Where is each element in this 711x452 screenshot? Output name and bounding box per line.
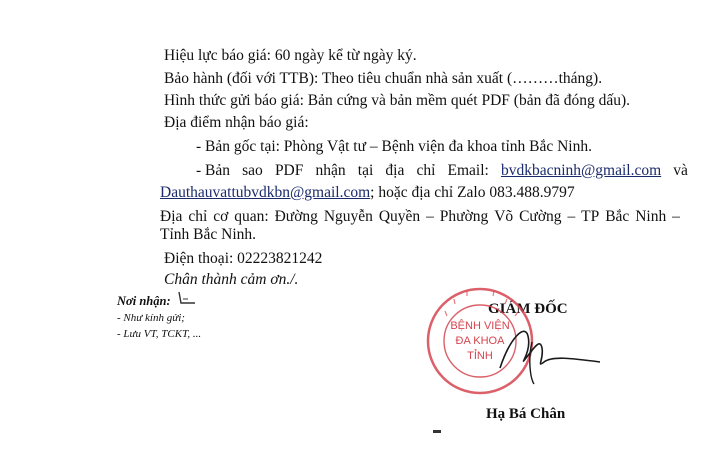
zalo-text: ; hoặc địa chỉ Zalo 083.488.9797 xyxy=(370,184,575,201)
copy-word: - Bản xyxy=(196,162,231,179)
address-word: – xyxy=(672,208,680,225)
address-word: – xyxy=(426,208,434,225)
phone-line: Điện thoại: 02223821242 xyxy=(164,250,323,267)
copy-word: tại xyxy=(357,162,374,179)
director-title: GIÁM ĐỐC xyxy=(488,301,568,317)
address-word: TP xyxy=(581,208,600,225)
address-continuation: Tỉnh Bắc Ninh. xyxy=(160,226,256,243)
copy-word: nhận xyxy=(315,162,346,179)
address-word: Cường xyxy=(519,208,562,225)
validity-line: Hiệu lực báo giá: 60 ngày kể từ ngày ký. xyxy=(164,47,417,64)
thanks-line: Chân thành cảm ơn./. xyxy=(164,271,299,288)
signature-scribble xyxy=(470,318,610,390)
recipient-item-2: - Lưu VT, TCKT, ... xyxy=(117,328,202,340)
address-word: Quyền xyxy=(378,208,421,225)
copy-word: chỉ xyxy=(416,162,436,179)
recipients-heading: Nơi nhận: xyxy=(117,294,171,308)
stamp-line-3: TỈNH xyxy=(467,350,493,362)
email-link-secondary[interactable]: Dauthauvattubvdkbn@gmail.com xyxy=(160,184,371,201)
copy-word: sao xyxy=(242,162,263,179)
address-word: – xyxy=(567,208,576,225)
email-secondary-line xyxy=(160,184,575,202)
copy-word: địa xyxy=(385,162,405,179)
recipient-item-1: - Như kính gửi; xyxy=(117,312,185,324)
address-word: chỉ xyxy=(188,208,208,225)
stamp-line-1: BỆNH VIỆN xyxy=(450,320,510,332)
receive-place-heading: Địa điểm nhận báo giá: xyxy=(164,114,309,131)
and-word: và xyxy=(673,162,688,179)
copy-word: PDF xyxy=(274,162,304,179)
handwritten-tick-icon xyxy=(176,290,198,306)
address-word: Ninh xyxy=(635,208,667,225)
scan-mark xyxy=(433,430,441,433)
warranty-line: Bảo hành (đối với TTB): Theo tiêu chuẩn nhà sản xuất (………tháng). xyxy=(164,70,603,87)
address-word: quan: xyxy=(234,208,269,225)
address-line xyxy=(160,208,680,226)
address-word: Võ xyxy=(494,208,514,225)
address-word: cơ xyxy=(213,208,229,225)
copy-email-line xyxy=(196,162,688,180)
address-word: Đường xyxy=(274,208,318,225)
email-link-primary[interactable]: bvdkbacninh@gmail.com xyxy=(500,162,662,179)
director-name: Hạ Bá Chân xyxy=(486,406,566,422)
stamp-line-2: ĐA KHOA xyxy=(455,335,505,347)
send-method-line: Hình thức gửi báo giá: Bản cứng và bản mềm quét PDF (bản đã đóng dấu). xyxy=(164,92,630,109)
address-word: Bắc xyxy=(605,208,630,225)
copy-word: Email: xyxy=(447,162,489,179)
address-word: Địa xyxy=(160,208,183,225)
address-word: Nguyễn xyxy=(323,208,373,225)
address-word: Phường xyxy=(439,208,489,225)
original-location-line: - Bản gốc tại: Phòng Vật tư – Bệnh viện đa khoa tỉnh Bắc Ninh. xyxy=(196,138,592,155)
